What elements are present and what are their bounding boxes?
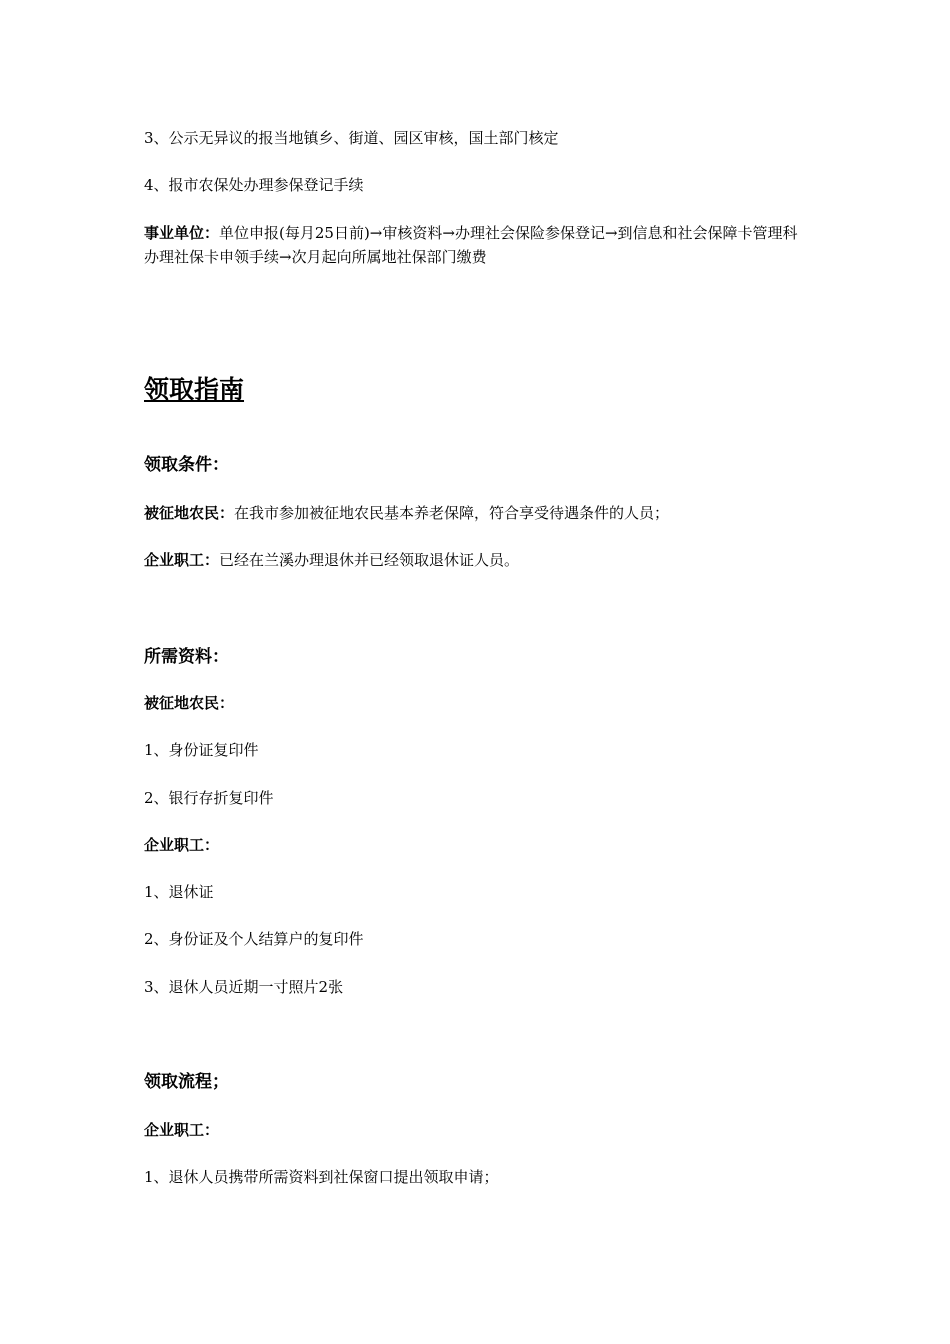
institution-label: 事业单位： [144, 224, 220, 242]
list-item: 3、退休人员近期一寸照片2张 [144, 978, 344, 996]
list-item: 1、退休人员携带所需资料到社保窗口提出领取申请； [144, 1168, 499, 1186]
conditions-farmer [144, 501, 669, 525]
list-item: 3、公示无异议的报当地镇乡、街道、园区审核，国土部门核定 [144, 129, 559, 147]
farmer-label: 被征地农民： [144, 504, 235, 522]
materials-heading: 所需资料： [144, 647, 229, 667]
conditions-heading: 领取条件： [144, 455, 229, 475]
worker-text: 已经在兰溪办理退休并已经领取退休证人员。 [219, 551, 520, 569]
list-item: 2、银行存折复印件 [144, 789, 274, 807]
process-worker-label: 企业职工： [144, 1121, 220, 1139]
list-item: 1、身份证复印件 [144, 741, 259, 759]
list-item: 1、退休证 [144, 883, 214, 901]
list-item: 4、报市农保处办理参保登记手续 [144, 176, 364, 194]
list-item: 2、身份证及个人结算户的复印件 [144, 930, 364, 948]
materials-farmer-label: 被征地农民： [144, 694, 235, 712]
institution-paragraph [144, 221, 810, 269]
materials-worker-label: 企业职工： [144, 836, 220, 854]
conditions-worker [144, 548, 519, 572]
farmer-text: 在我市参加被征地农民基本养老保障，符合享受待遇条件的人员； [234, 504, 670, 522]
institution-text: 单位申报(每月25日前)→审核资料→办理社会保险参保登记→到信息和社会保障卡管理科办理社保卡申领手续→次月起向所属地社保部门缴费 [144, 224, 798, 266]
worker-label: 企业职工： [144, 551, 220, 569]
process-heading: 领取流程； [144, 1072, 229, 1092]
page-title: 领取指南 [144, 375, 245, 404]
